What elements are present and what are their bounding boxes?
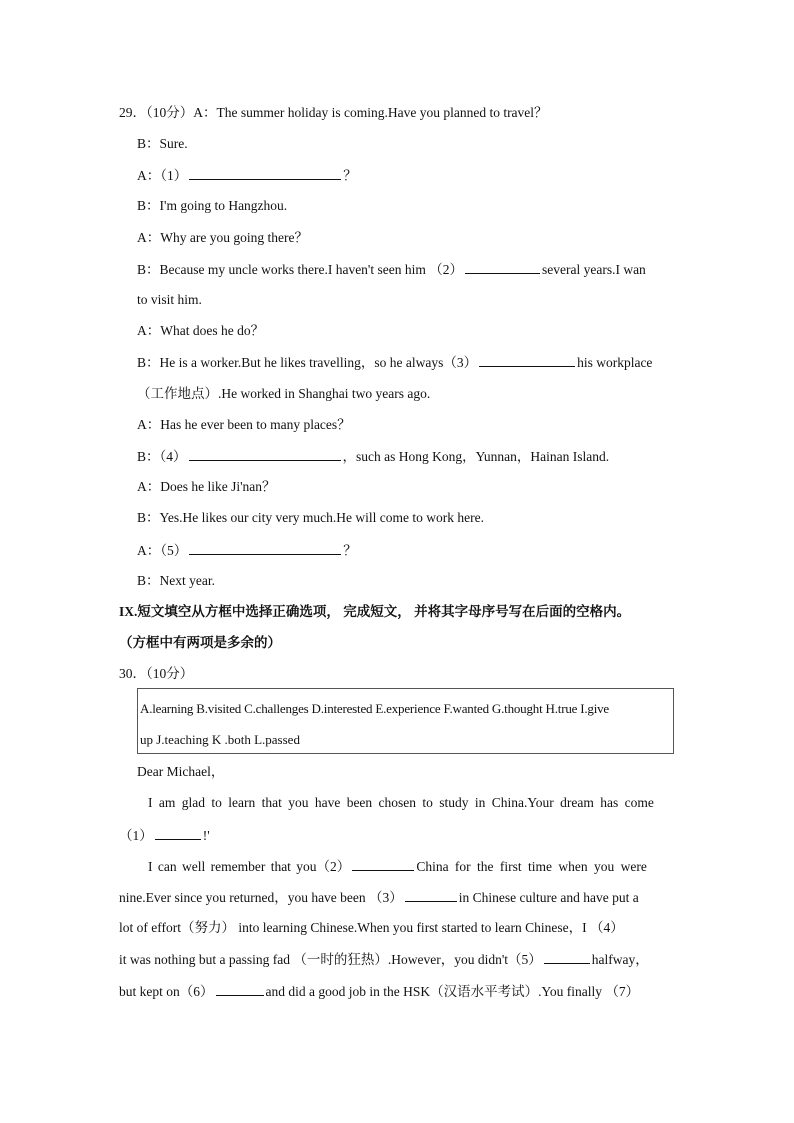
answer-blank-5[interactable] [189,541,341,555]
q29-number: 29． [119,105,146,120]
dialogue-text: Yes.He likes our city very much.He will come to work here. [159,510,484,525]
passage-text: but kept on（6） [119,984,214,999]
speaker-label: A： [137,168,161,183]
dialogue-text: ？ [343,168,357,183]
speaker-label: A： [137,230,161,245]
passage-text: China for the first time when you were [416,859,647,874]
section-title: IX.短文填空从方框中选择正确选项， 完成短文， 并将其字母序号写在后面的空格内。 [119,604,631,619]
passage-text: and did a good job in the HSK（汉语水平考试）.You finally （7） [265,984,640,999]
blank-number: （1） [160,168,188,183]
dialogue-line [137,322,264,340]
dialogue-line [137,166,357,185]
dialogue-line [137,416,351,434]
passage-text: I am glad to learn that you have been chosen to study in China.Your dream has come [148,795,654,810]
speaker-label: A： [137,417,161,432]
dialogue-text: Next year. [159,573,215,588]
letter-greeting: Dear Michael， [137,764,225,779]
passage-blank-5[interactable] [544,950,590,964]
speaker-label: B： [137,198,160,213]
dialogue-text: his workplace [577,355,653,370]
options-line: A.learning B.visited C.challenges D.interested E.experience F.wanted G.thought H.true I.give [140,701,610,716]
dialogue-line [137,385,430,403]
dialogue-line [137,229,308,247]
dialogue-text: Because my uncle works there.I haven't seen him （2） [159,262,463,277]
dialogue-text: Sure. [159,136,188,151]
passage-blank-3[interactable] [405,888,457,902]
speaker-label: A： [137,323,161,338]
dialogue-line [137,260,646,279]
speaker-label: B： [137,262,160,277]
blank-number: （1） [119,828,153,843]
q29-header [119,104,548,122]
dialogue-line [137,572,215,590]
answer-blank-1[interactable] [189,166,341,180]
answer-blank-4[interactable] [189,447,341,461]
passage-text: it was nothing but a passing fad （一时的狂热）.However，you didn't（5） [119,952,542,967]
options-box [137,688,674,754]
q30-header [119,665,193,683]
passage-text: lot of effort（努力） into learning Chinese.When you first started to learn Chinese，I （4） [119,920,624,935]
dialogue-line [137,291,202,309]
passage-text: !' [202,828,210,843]
passage-blank-6[interactable] [216,982,264,996]
section-subtitle: （方框中有两项是多余的） [119,635,281,650]
passage-text: halfway， [591,952,649,967]
dialogue-text: He is a worker.But he likes travelling，so he always（3） [159,355,478,370]
q30-number: 30． [119,666,146,681]
dialogue-line [137,541,357,560]
speaker-label: B： [137,510,160,525]
passage-text: in Chinese culture and have put a [458,890,639,905]
passage-blank-2[interactable] [352,857,414,871]
speaker-label: B： [137,136,160,151]
passage-text: nine.Ever since you returned，you have been （3） [119,890,403,905]
speaker-label: A： [137,543,161,558]
blank-number: （5） [160,543,188,558]
dialogue-text: ？ [343,543,357,558]
passage-line [119,950,649,969]
passage-line [148,857,647,876]
speaker-label: A： [137,479,161,494]
passage-line [119,826,210,845]
dialogue-text: What does he do？ [160,323,265,338]
dialogue-text: Has he ever been to many places？ [160,417,351,432]
dialogue-text: （工作地点）.He worked in Shanghai two years ago. [137,386,431,401]
passage-blank-1[interactable] [155,826,201,840]
passage-line [119,982,639,1001]
q29-score: （10分） [146,105,194,120]
blank-number: （4） [159,449,187,464]
passage-text: I can well remember that you（2） [148,859,351,874]
answer-blank-2[interactable] [465,260,540,274]
dialogue-text: The summer holiday is coming.Have you planned to travel？ [216,105,548,120]
passage-line [119,919,624,937]
speaker-label: B： [137,573,160,588]
answer-blank-3[interactable] [479,353,575,367]
dialogue-line [137,353,652,372]
dialogue-line [137,478,276,496]
dialogue-text: Does he like Ji'nan？ [160,479,276,494]
dialogue-line [137,135,188,153]
dialogue-line [137,509,484,527]
dialogue-text: I'm going to Hangzhou. [159,198,288,213]
dialogue-text: to visit him. [137,292,202,307]
dialogue-text: ，such as Hong Kong，Yunnan，Hainan Island. [342,449,610,464]
passage-line [119,888,639,907]
speaker-label: B： [137,355,160,370]
speaker-label: B： [137,449,160,464]
dialogue-text: Why are you going there？ [160,230,308,245]
options-line: up J.teaching K .both L.passed [140,732,300,747]
passage-line [148,794,674,812]
dialogue-text: several years.I wan [541,262,646,277]
dialogue-line [137,197,287,215]
speaker-label: A： [193,105,217,120]
dialogue-line [137,447,609,466]
q30-score: （10分） [146,666,194,681]
